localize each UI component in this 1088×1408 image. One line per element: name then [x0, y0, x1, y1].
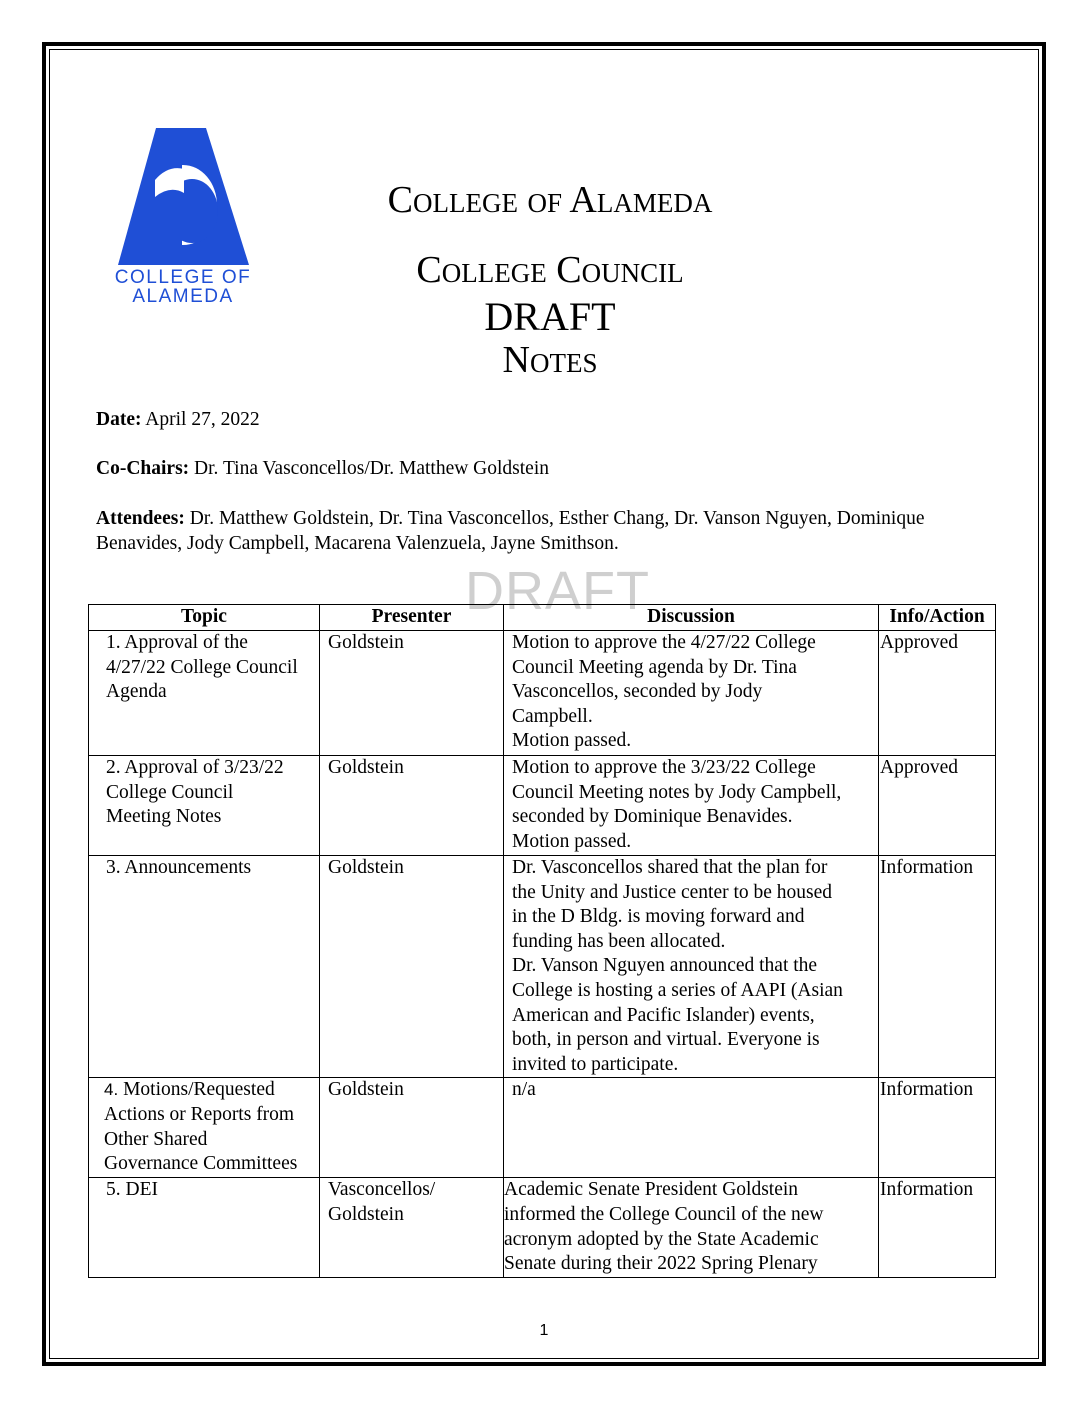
- discussion-line: Motion to approve the 4/27/22 College: [512, 632, 816, 653]
- topic-line: 5. DEI: [106, 1179, 158, 1201]
- discussion-line: both, in person and virtual. Everyone is: [512, 1029, 820, 1051]
- table-row: [89, 856, 996, 1078]
- table-row: [89, 631, 996, 756]
- discussion-line: in the D Bldg. is moving forward and: [512, 906, 805, 928]
- co-chairs-value: Dr. Tina Vasconcellos/Dr. Matthew Goldstein: [189, 458, 550, 479]
- discussion-line: informed the College Council of the new: [504, 1203, 824, 1225]
- topic-line: 4/27/22 College Council: [106, 656, 298, 678]
- discussion-line: Academic Senate President Goldstein: [504, 1179, 799, 1201]
- presenter-line: Goldstein: [328, 632, 404, 653]
- discussion-line: Motion passed.: [512, 730, 632, 752]
- date-label: Date:: [96, 409, 142, 430]
- presenter-line: Goldstein: [328, 757, 404, 778]
- table-row: [89, 756, 996, 856]
- topic-line: 1. Approval of the: [106, 632, 248, 653]
- topic-line: 3. Announcements: [106, 857, 252, 878]
- topic-line: Agenda: [106, 681, 167, 703]
- topic-cell: [89, 1178, 320, 1277]
- discussion-line: n/a: [512, 1079, 536, 1101]
- discussion-line: the Unity and Justice center to be housed: [512, 881, 833, 903]
- info-action-cell: Information: [879, 856, 996, 1078]
- notes-table: [88, 604, 996, 1278]
- presenter-line: Goldstein: [328, 1203, 404, 1225]
- discussion-line: Vasconcellos, seconded by Jody: [512, 681, 763, 703]
- discussion-line: Dr. Vasconcellos shared that the plan for: [512, 857, 828, 878]
- topic-line: Actions or Reports from: [104, 1103, 295, 1125]
- discussion-line: Campbell.: [512, 705, 593, 727]
- attendees-value: Dr. Matthew Goldstein, Dr. Tina Vasconcellos, Esther Chang, Dr. Vanson Nguyen, Dominique Benavides, Jody Campbell, Macarena Valenzuela, Jayne Smithson.: [96, 508, 925, 554]
- table-header-row: [89, 605, 996, 631]
- topic-line-text: Motions/Requested: [118, 1079, 275, 1101]
- header-discussion: Discussion: [504, 605, 879, 631]
- date-value: April 27, 2022: [141, 409, 260, 430]
- discussion-cell: [504, 856, 879, 1078]
- discussion-cell: [504, 756, 879, 856]
- council-title: College Council: [416, 249, 684, 291]
- presenter-cell: [320, 631, 504, 756]
- discussion-cell: [504, 631, 879, 756]
- discussion-line: Council Meeting agenda by Dr. Tina: [512, 656, 797, 678]
- info-action-cell: Approved: [879, 631, 996, 756]
- discussion-line: acronym adopted by the State Academic: [504, 1228, 819, 1250]
- presenter-cell: [320, 1178, 504, 1277]
- discussion-cell: [504, 1078, 879, 1178]
- meeting-date: [96, 407, 976, 432]
- topic-line: Governance Committees: [104, 1153, 298, 1175]
- co-chairs: [96, 456, 976, 481]
- discussion-line: Dr. Vanson Nguyen announced that the: [512, 955, 818, 977]
- attendees: [96, 506, 976, 556]
- presenter-cell: [320, 1078, 504, 1178]
- info-action-cell: Information: [879, 1178, 996, 1277]
- topic-number: 4.: [104, 1080, 119, 1100]
- topic-cell: [89, 756, 320, 856]
- page-number: 1: [539, 1322, 549, 1339]
- presenter-line: Goldstein: [328, 857, 404, 878]
- info-action-cell: Approved: [879, 756, 996, 856]
- topic-cell: [89, 1078, 320, 1178]
- table-row: [89, 1178, 996, 1277]
- presenter-line: Vasconcellos/: [328, 1179, 436, 1201]
- attendees-label: Attendees:: [96, 508, 185, 529]
- presenter-line: Goldstein: [328, 1079, 404, 1101]
- topic-line: 2. Approval of 3/23/22: [106, 757, 284, 778]
- topic-cell: [89, 856, 320, 1078]
- college-logo-mark: [108, 125, 258, 265]
- college-title: College of Alameda: [387, 179, 713, 221]
- topic-line: Other Shared: [104, 1128, 208, 1150]
- table-row: [89, 1078, 996, 1178]
- logo-text-line1: COLLEGE OF: [114, 267, 252, 288]
- header-info-action: Info/Action: [879, 605, 996, 631]
- topic-cell: [89, 631, 320, 756]
- header-presenter: Presenter: [320, 605, 504, 631]
- discussion-line: Motion passed.: [512, 830, 632, 852]
- discussion-line: American and Pacific Islander) events,: [512, 1004, 815, 1026]
- draft-title: DRAFT: [484, 294, 616, 339]
- presenter-cell: [320, 756, 504, 856]
- discussion-line: Senate during their 2022 Spring Plenary: [504, 1253, 818, 1275]
- co-chairs-label: Co-Chairs:: [96, 458, 190, 479]
- logo-text-line2: ALAMEDA: [132, 286, 234, 307]
- discussion-line: seconded by Dominique Benavides.: [512, 806, 793, 828]
- discussion-line: College is hosting a series of AAPI (Asian: [512, 979, 843, 1001]
- topic-line: [104, 1078, 319, 1103]
- notes-title: Notes: [502, 339, 598, 381]
- discussion-line: funding has been allocated.: [512, 930, 726, 952]
- topic-line: College Council: [106, 781, 234, 803]
- discussion-line: Motion to approve the 3/23/22 College: [512, 757, 816, 778]
- discussion-cell: [504, 1178, 879, 1277]
- presenter-cell: [320, 856, 504, 1078]
- discussion-line: invited to participate.: [512, 1053, 679, 1075]
- info-action-cell: Information: [879, 1078, 996, 1178]
- discussion-line: Council Meeting notes by Jody Campbell,: [512, 781, 842, 803]
- header-topic: Topic: [89, 605, 320, 631]
- draft-watermark: DRAFT: [465, 561, 650, 621]
- topic-line: Meeting Notes: [106, 806, 222, 828]
- college-logo: [108, 125, 258, 310]
